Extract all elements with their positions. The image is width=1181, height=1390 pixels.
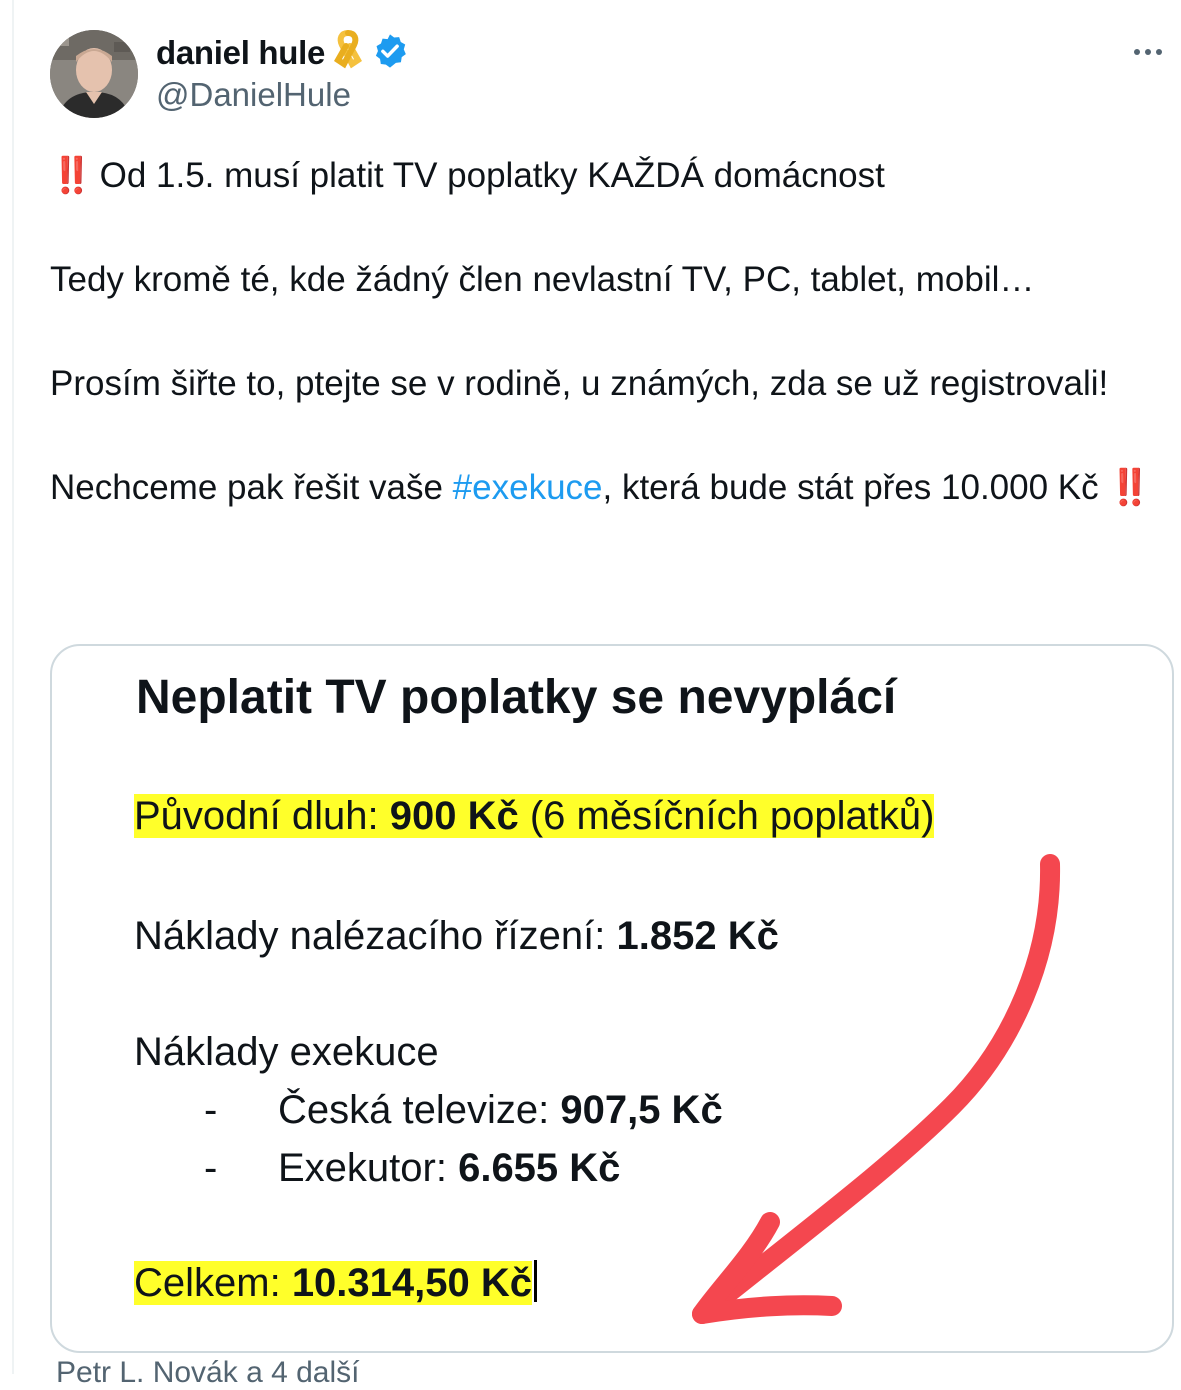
double-exclamation-emoji: ‼️ [50,156,90,195]
original-debt-line: Původní dluh: 900 Kč (6 měsíčních poplatků) [134,794,935,838]
author-handle[interactable]: @DanielHule [156,76,351,113]
media-image[interactable] [50,644,1174,1353]
bailiff-cost-line: Exekutor: 6.655 Kč [278,1146,621,1190]
tweet-paragraph-3: Prosím šiřte to, ptejte se v rodině, u známých, zda se už registrovali! [50,364,1109,403]
tweet-paragraph-1: ‼️ Od 1.5. musí platit TV poplatky KAŽDÁ domácnost [50,156,885,195]
ribbon-icon [333,30,363,77]
court-costs-line: Náklady nalézacího řízení: 1.852 Kč [134,914,779,958]
tagged-people[interactable]: Petr L. Novák a 4 další [56,1356,360,1389]
avatar-photo [50,30,138,118]
execution-costs-heading: Náklady exekuce [134,1030,439,1074]
tweet-paragraph-4: Nechceme pak řešit vaše #exekuce, která bude stát přes 10.000 Kč ‼️ [50,468,1148,507]
more-options-icon[interactable] [1134,40,1174,64]
tweet-text [50,150,1175,514]
tweet-paragraph-2: Tedy kromě té, kde žádný člen nevlastní TV, PC, tablet, mobil… [50,260,1035,299]
list-dash: - [204,1146,218,1190]
total-line: Celkem: 10.314,50 Kč [134,1260,537,1306]
timeline-divider [12,0,14,1374]
verified-badge-icon[interactable] [371,32,409,75]
double-exclamation-emoji: ‼️ [1108,468,1148,507]
author-name-row [156,30,409,76]
author-name[interactable]: daniel hule [156,34,326,71]
red-arrow-drawing [52,646,1172,1351]
image-title: Neplatit TV poplatky se nevyplácí [136,671,897,724]
czech-tv-cost-line: Česká televize: 907,5 Kč [278,1088,723,1132]
list-dash: - [204,1088,218,1132]
hashtag-link[interactable]: #exekuce [452,468,603,507]
avatar[interactable] [50,30,138,118]
